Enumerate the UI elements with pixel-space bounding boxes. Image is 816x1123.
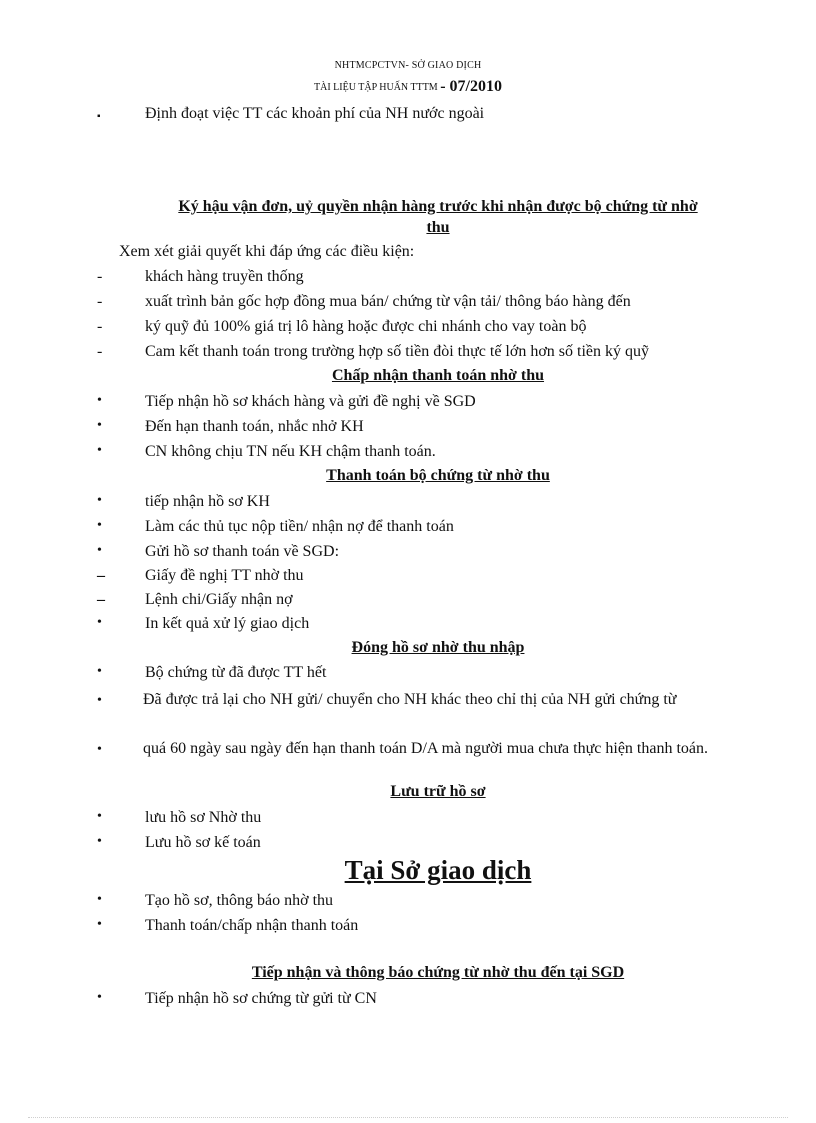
list-item: Thanh toán/chấp nhận thanh toán (145, 917, 359, 934)
bullet-icon: • (97, 664, 102, 679)
list-item: Làm các thủ tục nộp tiền/ nhận nợ để thanh toán (145, 518, 454, 535)
bullet-icon: • (97, 834, 102, 849)
list-item: Cam kết thanh toán trong trường hợp số tiền đòi thực tế lớn hơn số tiền ký quỹ (145, 343, 650, 360)
bullet-icon: • (97, 990, 102, 1005)
section-heading: Lưu trữ hồ sơ (390, 783, 486, 800)
dash-icon: - (97, 343, 103, 360)
section-heading: Ký hậu vận đơn, uỷ quyền nhận hàng trước khi nhận được bộ chứng từ nhờ (178, 198, 698, 215)
dash-icon: - (97, 268, 103, 285)
bullet-icon: ▪ (97, 111, 101, 122)
list-item: Lưu hồ sơ kế toán (145, 834, 261, 851)
bullet-icon: • (97, 917, 102, 932)
bullet-icon: • (97, 742, 102, 757)
header-prefix: TÀI LIỆU TẬP HUẤN TTTM (314, 82, 441, 93)
section-lead: Xem xét giải quyết khi đáp ứng các điều kiện: (119, 243, 415, 260)
section-big-title: Tại Sở giao dịch (344, 855, 532, 885)
bullet-icon: • (97, 493, 102, 508)
bullet-icon: • (97, 543, 102, 558)
list-item: ký quỹ đủ 100% giá trị lô hàng hoặc được chi nhánh cho vay toàn bộ (145, 318, 587, 335)
section-heading-cont: thu (426, 219, 450, 236)
list-item: Gửi hồ sơ thanh toán về SGD: (145, 543, 340, 560)
bullet-icon: • (97, 615, 102, 630)
header-line-2 (0, 78, 816, 96)
bullet-icon: • (97, 892, 102, 907)
section-heading: Thanh toán bộ chứng từ nhờ thu (326, 467, 550, 484)
section-heading: Chấp nhận thanh toán nhờ thu (331, 367, 545, 384)
dash-icon: – (97, 591, 105, 608)
list-item-text: quá 60 ngày sau ngày đến hạn thanh toán D/A mà người mua chưa thực hiện thanh toán. (143, 740, 709, 757)
bullet-icon: • (97, 693, 102, 708)
section-heading: Đóng hồ sơ nhờ thu nhập (351, 639, 525, 656)
list-item: xuất trình bản gốc hợp đồng mua bán/ chứng từ vận tải/ thông báo hàng đến (145, 293, 631, 310)
list-item: In kết quả xử lý giao dịch (145, 615, 310, 632)
list-item: Tiếp nhận hồ sơ chứng từ gửi từ CN (145, 990, 377, 1007)
header-line-1: NHTMCPCTVN- SỞ GIAO DỊCH (334, 60, 482, 71)
intro-item: Định đoạt việc TT các khoản phí của NH nước ngoài (145, 105, 485, 122)
list-item: lưu hồ sơ Nhờ thu (145, 809, 262, 826)
list-item-wrapped (97, 737, 757, 761)
list-item: Đến hạn thanh toán, nhắc nhở KH (145, 418, 364, 435)
page-bottom-divider (28, 1117, 788, 1118)
list-item: tiếp nhận hồ sơ KH (145, 493, 270, 510)
list-item: khách hàng truyền thống (145, 268, 304, 285)
header-date: - 07/2010 (440, 78, 502, 95)
bullet-icon: • (97, 518, 102, 533)
dash-icon: – (97, 567, 105, 584)
bullet-icon: • (97, 443, 102, 458)
list-item-text: Đã được trả lại cho NH gửi/ chuyển cho NH khác theo chỉ thị của NH gửi chứng từ (143, 691, 677, 708)
list-item: Tạo hồ sơ, thông báo nhờ thu (145, 892, 334, 909)
list-item: Giấy đề nghị TT nhờ thu (145, 567, 304, 584)
bullet-icon: • (97, 418, 102, 433)
list-item: CN không chịu TN nếu KH chậm thanh toán. (145, 443, 436, 460)
bullet-icon: • (97, 393, 102, 408)
dash-icon: - (97, 318, 103, 335)
bullet-icon: • (97, 809, 102, 824)
list-item: Lệnh chi/Giấy nhận nợ (145, 591, 293, 608)
dash-icon: - (97, 293, 103, 310)
list-item-wrapped (97, 688, 757, 712)
list-item: Tiếp nhận hồ sơ khách hàng và gửi đề nghị về SGD (145, 393, 476, 410)
list-item: Bộ chứng từ đã được TT hết (145, 664, 327, 681)
section-heading: Tiếp nhận và thông báo chứng từ nhờ thu đến tại SGD (251, 964, 625, 981)
